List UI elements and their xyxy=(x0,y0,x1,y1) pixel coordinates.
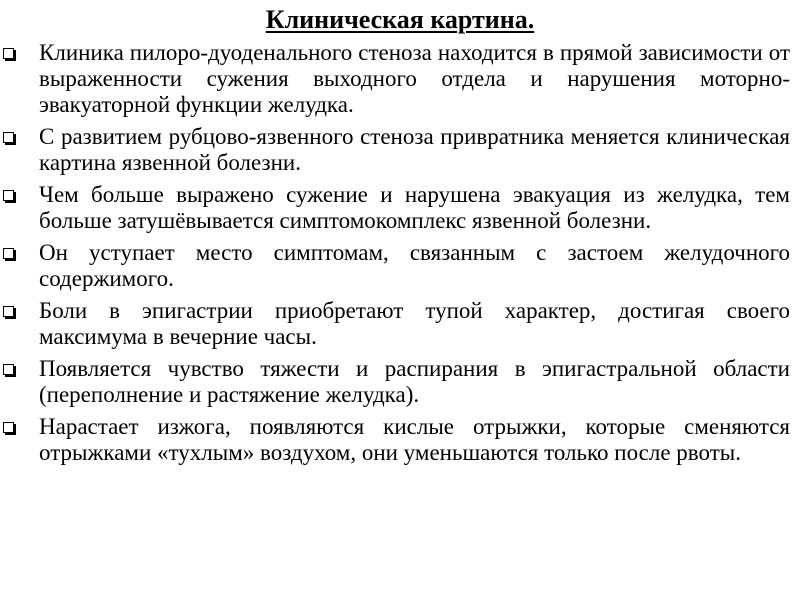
checkbox-icon xyxy=(3,422,14,433)
bullet-item xyxy=(0,356,800,408)
checkbox-icon xyxy=(3,364,14,375)
bullet-item xyxy=(0,182,800,234)
bullet-item xyxy=(0,40,800,118)
bullet-text: Нарастает изжога, появляются кислые отрыжки, которые сменяются отрыжками «тухлым» воздухом, они уменьшаются только после рвоты. xyxy=(39,414,790,465)
checkbox-icon xyxy=(3,48,14,59)
bullet-text: Он уступает место симптомам, связанным с застоем желудочного содержимого. xyxy=(39,240,790,291)
bullet-item xyxy=(0,124,800,176)
checkbox-icon xyxy=(3,190,14,201)
slide-title xyxy=(0,4,800,36)
slide-title-text: Клиническая картина. xyxy=(265,5,535,34)
checkbox-icon xyxy=(3,248,14,259)
bullet-text: Появляется чувство тяжести и распирания в эпигастральной области (переполнение и растяжение желудка). xyxy=(39,356,790,407)
bullet-list xyxy=(0,40,800,472)
bullet-item xyxy=(0,298,800,350)
checkbox-icon xyxy=(3,306,14,317)
bullet-text: С развитием рубцово-язвенного стеноза привратника меняется клиническая картина язвенной болезни. xyxy=(39,124,790,175)
bullet-item xyxy=(0,414,800,466)
bullet-text: Клиника пилоро-дуоденального стеноза находится в прямой зависимости от выраженности сужения выходного отдела и нарушения моторно-эвакуаторной функции желудка. xyxy=(39,40,790,117)
bullet-text: Боли в эпигастрии приобретают тупой характер, достигая своего максимума в вечерние часы. xyxy=(39,298,790,349)
checkbox-icon xyxy=(3,132,14,143)
bullet-text: Чем больше выражено сужение и нарушена эвакуация из желудка, тем больше затушёвывается симптомокомплекс язвенной болезни. xyxy=(39,182,790,233)
bullet-item xyxy=(0,240,800,292)
